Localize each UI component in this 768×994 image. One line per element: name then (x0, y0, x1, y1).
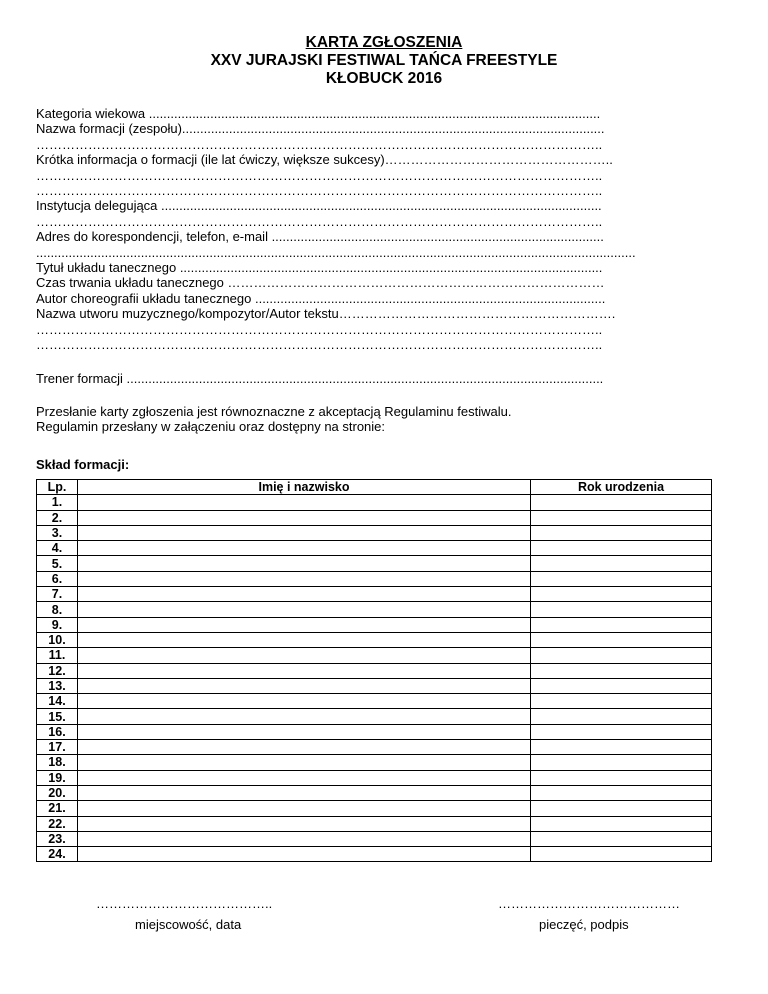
form-field-line[interactable]: Adres do korespondencji, telefon, e-mail ............................................................................................ (36, 229, 604, 245)
row-number: 5. (37, 556, 78, 571)
birth-year-cell[interactable] (531, 617, 712, 632)
birth-year-cell[interactable] (531, 510, 712, 525)
birth-year-cell[interactable] (531, 847, 712, 862)
col-lp: Lp. (37, 480, 78, 495)
name-cell[interactable] (78, 801, 531, 816)
table-row (37, 770, 712, 785)
row-number: 4. (37, 541, 78, 556)
row-number: 12. (37, 663, 78, 678)
form-title: KARTA ZGŁOSZENIA (305, 34, 463, 51)
row-number: 8. (37, 602, 78, 617)
name-cell[interactable] (78, 571, 531, 586)
col-name: Imię i nazwisko (78, 480, 531, 495)
table-row (37, 571, 712, 586)
festival-place-year: KŁOBUCK 2016 (325, 70, 443, 87)
name-cell[interactable] (78, 770, 531, 785)
table-row (37, 495, 712, 510)
form-field-line[interactable]: ………………………………………………………………………………………………………………….. (36, 337, 603, 352)
row-number: 13. (37, 678, 78, 693)
birth-year-cell[interactable] (531, 785, 712, 800)
form-field-line[interactable]: Tytuł układu tanecznego ..................................................................................................................... (36, 260, 603, 275)
birth-year-cell[interactable] (531, 724, 712, 739)
trainer-field[interactable]: Trener formacji .................................................................................................................................... (36, 371, 604, 386)
stamp-signature-label: pieczęć, podpis (539, 917, 629, 932)
roster-table (36, 479, 712, 862)
row-number: 3. (37, 525, 78, 540)
roster-header-row (37, 480, 712, 495)
row-number: 17. (37, 740, 78, 755)
row-number: 11. (37, 648, 78, 663)
row-number: 7. (37, 587, 78, 602)
table-row (37, 510, 712, 525)
row-number: 1. (37, 495, 78, 510)
birth-year-cell[interactable] (531, 816, 712, 831)
place-date-dots[interactable]: ………………………………….. (96, 896, 273, 911)
name-cell[interactable] (78, 740, 531, 755)
form-field-line[interactable]: ………………………………………………………………………………………………………………….. (36, 183, 603, 198)
birth-year-cell[interactable] (531, 525, 712, 540)
name-cell[interactable] (78, 847, 531, 862)
table-row (37, 801, 712, 816)
birth-year-cell[interactable] (531, 556, 712, 571)
table-row (37, 785, 712, 800)
birth-year-cell[interactable] (531, 801, 712, 816)
birth-year-cell[interactable] (531, 648, 712, 663)
name-cell[interactable] (78, 663, 531, 678)
name-cell[interactable] (78, 541, 531, 556)
name-cell[interactable] (78, 602, 531, 617)
birth-year-cell[interactable] (531, 831, 712, 846)
birth-year-cell[interactable] (531, 663, 712, 678)
form-field-line[interactable]: Instytucja delegująca .......................................................................................................................... (36, 198, 602, 214)
birth-year-cell[interactable] (531, 571, 712, 586)
table-row (37, 755, 712, 770)
table-row (37, 648, 712, 663)
form-field-line[interactable]: ………………………………………………………………………………………………………………….. (36, 167, 603, 183)
birth-year-cell[interactable] (531, 770, 712, 785)
form-field-line[interactable]: Kategoria wiekowa ............................................................................................................................. (36, 106, 601, 121)
birth-year-cell[interactable] (531, 740, 712, 755)
name-cell[interactable] (78, 617, 531, 632)
table-row (37, 632, 712, 647)
row-number: 23. (37, 831, 78, 846)
form-field-line[interactable]: Autor choreografii układu tanecznego ................................................................................................. (36, 290, 606, 306)
table-row (37, 847, 712, 862)
name-cell[interactable] (78, 724, 531, 739)
name-cell[interactable] (78, 755, 531, 770)
table-row (37, 678, 712, 693)
birth-year-cell[interactable] (531, 587, 712, 602)
name-cell[interactable] (78, 632, 531, 647)
name-cell[interactable] (78, 495, 531, 510)
notice-line-1: Przesłanie karty zgłoszenia jest równoznaczne z akceptacją Regulaminu festiwalu. (36, 404, 512, 419)
table-row (37, 617, 712, 632)
table-row (37, 556, 712, 571)
birth-year-cell[interactable] (531, 694, 712, 709)
row-number: 18. (37, 755, 78, 770)
form-field-line[interactable]: Czas trwania układu tanecznego …………………………………………………………………………… (36, 275, 605, 291)
table-row (37, 663, 712, 678)
name-cell[interactable] (78, 816, 531, 831)
table-row (37, 587, 712, 602)
table-row (37, 602, 712, 617)
form-field-line[interactable]: ………………………………………………………………………………………………………………….. (36, 136, 603, 152)
name-cell[interactable] (78, 525, 531, 540)
birth-year-cell[interactable] (531, 602, 712, 617)
form-field-line[interactable]: ………………………………………………………………………………………………………………….. (36, 321, 603, 337)
birth-year-cell[interactable] (531, 755, 712, 770)
row-number: 21. (37, 801, 78, 816)
table-row (37, 541, 712, 556)
name-cell[interactable] (78, 648, 531, 663)
table-row (37, 709, 712, 724)
table-row (37, 694, 712, 709)
row-number: 19. (37, 770, 78, 785)
col-birth-year: Rok urodzenia (531, 480, 712, 495)
name-cell[interactable] (78, 709, 531, 724)
birth-year-cell[interactable] (531, 709, 712, 724)
table-row (37, 816, 712, 831)
form-field-line[interactable]: ...................................................................................................................................................................... (36, 244, 636, 260)
place-date-label: miejscowość, data (135, 917, 242, 932)
row-number: 24. (37, 847, 78, 862)
birth-year-cell[interactable] (531, 541, 712, 556)
form-field-line[interactable]: ………………………………………………………………………………………………………………….. (36, 213, 603, 229)
table-row (37, 831, 712, 846)
form-field-line[interactable]: Nazwa formacji (zespołu)..................................................................................................................... (36, 121, 605, 137)
festival-name: XXV JURAJSKI FESTIWAL TAŃCA FREESTYLE (210, 52, 558, 69)
name-cell[interactable] (78, 785, 531, 800)
stamp-signature-dots[interactable]: …………………………………… (498, 896, 680, 911)
table-row (37, 724, 712, 739)
name-cell[interactable] (78, 831, 531, 846)
row-number: 2. (37, 510, 78, 525)
name-cell[interactable] (78, 694, 531, 709)
birth-year-cell[interactable] (531, 495, 712, 510)
table-row (37, 525, 712, 540)
notice-line-2: Regulamin przesłany w załączeniu oraz dostępny na stronie: (36, 419, 386, 434)
name-cell[interactable] (78, 678, 531, 693)
name-cell[interactable] (78, 556, 531, 571)
name-cell[interactable] (78, 510, 531, 525)
row-number: 22. (37, 816, 78, 831)
name-cell[interactable] (78, 587, 531, 602)
birth-year-cell[interactable] (531, 632, 712, 647)
row-number: 14. (37, 694, 78, 709)
table-row (37, 740, 712, 755)
row-number: 20. (37, 785, 78, 800)
row-number: 9. (37, 617, 78, 632)
form-field-line[interactable]: Krótka informacja o formacji (ile lat ćwiczy, większe sukcesy)…………………………………………….. (36, 152, 613, 168)
row-number: 10. (37, 632, 78, 647)
birth-year-cell[interactable] (531, 678, 712, 693)
row-number: 6. (37, 571, 78, 586)
roster-heading: Skład formacji: (36, 457, 130, 472)
row-number: 15. (37, 709, 78, 724)
row-number: 16. (37, 724, 78, 739)
form-field-line[interactable]: Nazwa utworu muzycznego/kompozytor/Autor tekstu………………………………………………………. (36, 306, 616, 322)
